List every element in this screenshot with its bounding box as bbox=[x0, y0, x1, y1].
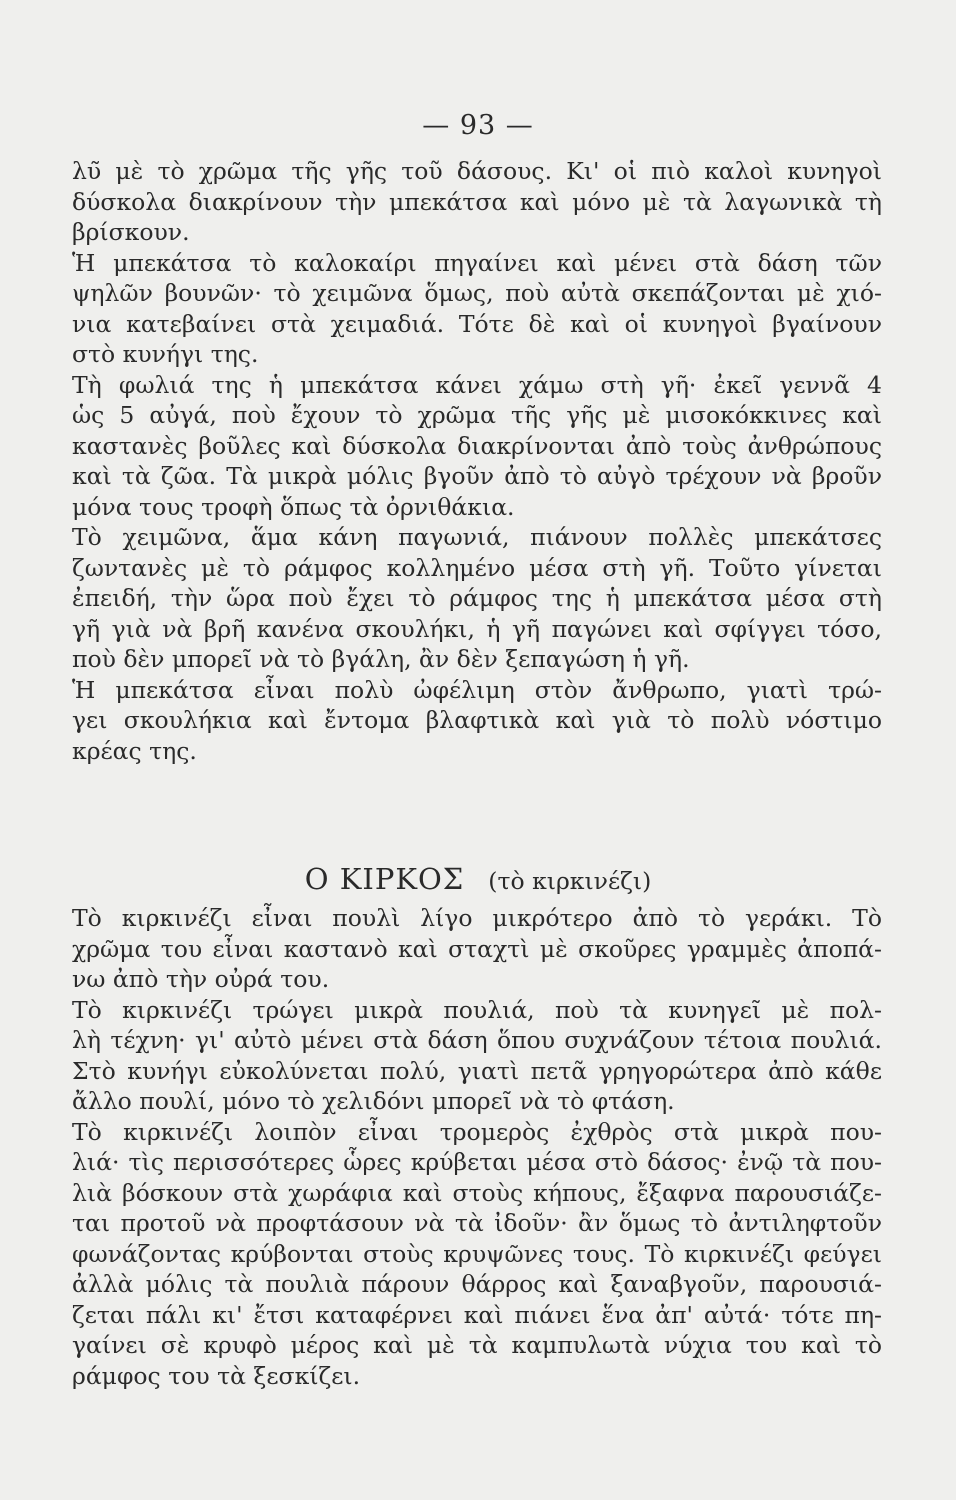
text-line: φωνάζοντας κρύβονται στοὺς κρυψῶνες τους. Τὸ κιρκινέζι φεύγει bbox=[72, 1239, 882, 1268]
text-line: βρίσκουν. bbox=[72, 218, 190, 246]
text-line: ἄλλο πουλί, μόνο τὸ χελιδόνι μπορεῖ νὰ τὸ φτάση. bbox=[72, 1087, 675, 1115]
section-heading bbox=[0, 862, 956, 896]
section-heading-subtitle: (τὸ κιρκινέζι) bbox=[488, 867, 652, 895]
text-line: Ἡ μπεκάτσα εἶναι πολὺ ὠφέλιμη στὸν ἄνθρωπο, γιατὶ τρώ- bbox=[72, 675, 882, 704]
text-line: γει σκουλήκια καὶ ἔντομα βλαφτικὰ καὶ γιὰ τὸ πολὺ νόστιμο bbox=[72, 706, 882, 734]
text-line: γῆ γιὰ νὰ βρῆ κανένα σκουλήκι, ἡ γῆ παγώνει καὶ σφίγγει τόσο, bbox=[72, 614, 882, 643]
text-line: γαίνει σὲ κρυφὸ μέρος καὶ μὲ τὰ καμπυλωτὰ νύχια του καὶ τὸ bbox=[72, 1331, 882, 1359]
woodcock-text-block bbox=[72, 156, 882, 766]
text-line: καὶ τὰ ζῶα. Τὰ μικρὰ μόλις βγοῦν ἀπὸ τὸ αὐγὸ τρέχουν νὰ βροῦν bbox=[72, 462, 882, 490]
text-line: ὡς 5 αὐγά, ποὺ ἔχουν τὸ χρῶμα τῆς γῆς μὲ μισοκόκκινες καὶ bbox=[72, 401, 882, 429]
text-line: λὴ τέχνη· γι' αὐτὸ μένει στὰ δάση ὅπου συχνάζουν τέτοια πουλιά. bbox=[72, 1026, 882, 1054]
text-line: Τὸ κιρκινέζι εἶναι πουλὶ λίγο μικρότερο ἀπὸ τὸ γεράκι. Τὸ bbox=[72, 904, 882, 932]
text-line: μόνα τους τροφὴ ὅπως τὰ ὀρνιθάκια. bbox=[72, 492, 515, 521]
text-line: καστανὲς βοῦλες καὶ δύσκολα διακρίνονται ἀπὸ τοὺς ἀνθρώπους bbox=[72, 431, 882, 460]
text-line: στὸ κυνήγι της. bbox=[72, 340, 259, 368]
text-line: ράμφος του τὰ ξεσκίζει. bbox=[72, 1361, 361, 1390]
text-line: ται προτοῦ νὰ προφτάσουν νὰ τὰ ἰδοῦν· ἂν ὅμως τὸ ἀντιληφτοῦν bbox=[72, 1209, 882, 1237]
text-line: Στὸ κυνήγι εὐκολύνεται πολύ, γιατὶ πετᾶ γρηγορώτερα ἀπὸ κάθε bbox=[72, 1056, 882, 1085]
text-line: νω ἀπὸ τὴν οὐρά του. bbox=[72, 965, 330, 993]
text-line: ψηλῶν βουνῶν· τὸ χειμῶνα ὅμως, ποὺ αὐτὰ σκεπάζονται μὲ χιό- bbox=[72, 279, 882, 307]
text-line: ἀλλὰ μόλις τὰ πουλιὰ πάρουν θάρρος καὶ ξαναβγοῦν, παρουσιά- bbox=[72, 1270, 882, 1298]
text-line: Ἡ μπεκάτσα τὸ καλοκαίρι πηγαίνει καὶ μένει στὰ δάση τῶν bbox=[72, 248, 882, 277]
text-line: λιά· τὶς περισσότερες ὧρες κρύβεται μέσα στὸ δάσος· ἐνῷ τὰ που- bbox=[72, 1148, 882, 1176]
text-line: κρέας της. bbox=[72, 736, 197, 765]
text-line: Τὸ χειμῶνα, ἅμα κάνη παγωνιά, πιάνουν πολλὲς μπεκάτσες bbox=[72, 523, 882, 551]
kestrel-text-block bbox=[72, 903, 882, 1391]
text-line: λυ̃ μὲ τὸ χρῶμα τῆς γῆς τοῦ δάσους. Κι' οἱ πιὸ καλοὶ κυνηγοὶ bbox=[72, 157, 882, 185]
section-heading-title: Ο ΚΙΡΚΟΣ bbox=[304, 862, 465, 896]
text-line: ἐπειδή, τὴν ὥρα ποὺ ἔχει τὸ ράμφος της ἡ μπεκάτσα μέσα στὴ bbox=[72, 584, 882, 612]
page-number: — 93 — bbox=[422, 110, 534, 141]
text-line: νια κατεβαίνει στὰ χειμαδιά. Τότε δὲ καὶ οἱ κυνηγοὶ βγαίνουν bbox=[72, 309, 882, 338]
text-line: ποὺ δὲν μπορεῖ νὰ τὸ βγάλη, ἂν δὲν ξεπαγώση ἡ γῆ. bbox=[72, 645, 690, 673]
text-line: Τὴ φωλιά της ἡ μπεκάτσα κάνει χάμω στὴ γῆ· ἐκεῖ γεννᾶ 4 bbox=[72, 370, 882, 399]
text-line: δύσκολα διακρίνουν τὴν μπεκάτσα καὶ μόνο μὲ τὰ λαγωνικὰ τὴ bbox=[72, 187, 882, 216]
text-line: Τὸ κιρκινέζι λοιπὸν εἶναι τρομερὸς ἐχθρὸς στὰ μικρὰ που- bbox=[72, 1117, 882, 1146]
text-line: Τὸ κιρκινέζι τρώγει μικρὰ πουλιά, ποὺ τὰ κυνηγεῖ μὲ πολ- bbox=[72, 995, 882, 1024]
text-line: ζεται πάλι κι' ἔτσι καταφέρνει καὶ πιάνει ἕνα ἀπ' αὐτά· τότε πη- bbox=[72, 1300, 882, 1329]
text-line: λιὰ βόσκουν στὰ χωράφια καὶ στοὺς κήπους, ἔξαφνα παρουσιάζε- bbox=[72, 1178, 882, 1207]
text-line: ζωντανὲς μὲ τὸ ράμφος κολλημένο μέσα στὴ γῆ. Τοῦτο γίνεται bbox=[72, 553, 882, 582]
text-line: χρῶμα του εἶναι καστανὸ καὶ σταχτὶ μὲ σκοῦρες γραμμὲς ἀποπά- bbox=[72, 934, 882, 963]
